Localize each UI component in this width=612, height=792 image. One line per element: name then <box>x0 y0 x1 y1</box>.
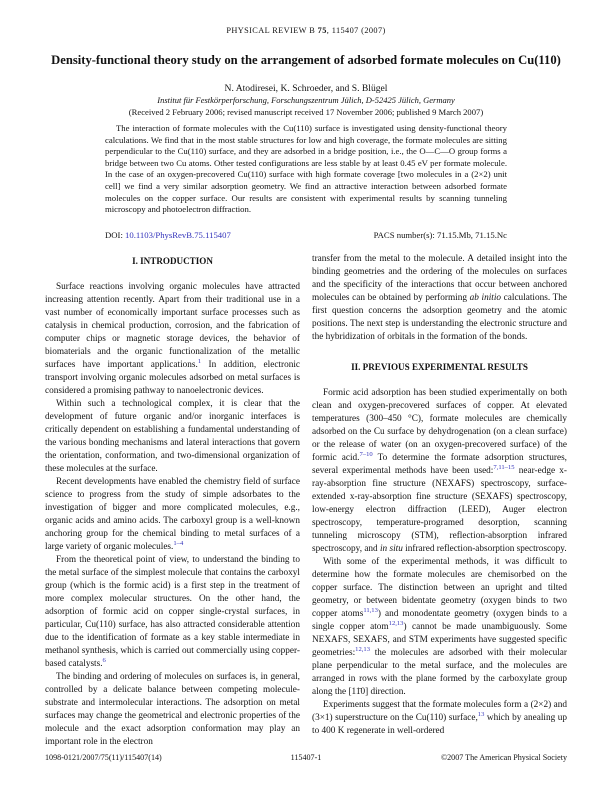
citation-reference-link[interactable]: 1 <box>197 357 202 365</box>
doi-entry <box>105 230 231 240</box>
citation-reference-link[interactable]: 7,11–15 <box>493 463 515 471</box>
section-heading: I. INTRODUCTION <box>132 256 213 266</box>
citation-reference-link[interactable]: 1–4 <box>173 539 184 547</box>
body-paragraph: The binding and ordering of molecules on surfaces is, in general, controlled by a delicate balance between competing molecule-substrate and intermolecular interactions. The adsorption on metal surfaces may change the geometrical and electronic properties of the molecule and the exact adsorption conformation may play an important role in the electron <box>45 672 300 747</box>
body-paragraph: Surface reactions involving organic molecules have attracted increasing attention recently. Apart from their traditional use in a vast number of economically important surface processes such as catalysis in chemical production, corrosion, and the fabrication of computer chips or magnetic storage devices, the behavior of biomaterials and the organic functionalization of the metallic surfaces have important applications.$^1$ In addition, electronic transport involving organic molecules adsorbed on metal surfaces is considered a promising pathway to nanoelectronic devices. <box>45 282 300 396</box>
page-number: 115407-1 <box>290 753 322 762</box>
citation-reference-link[interactable]: 12,13 <box>355 645 370 653</box>
issn-copyright-code: 1098-0121/2007/75(11)/115407(14) <box>45 753 162 762</box>
citation-reference-link[interactable]: 6 <box>102 656 106 664</box>
abstract-text: The interaction of formate molecules with the Cu(110) surface is investigated using density-functional theory calculations. We find that in the most stable structures for low and high coverage, the formate molecules are sitting perpendicular to the Cu(110) surface, and they are adsorbed in a bridge position, i.e., the O—C—O group forms a bridge between two Cu atoms. Other tested configurations are less stable by at least 0.45 eV per formate molecule. In the case of an oxygen-precovered Cu(110) surface with high formate coverage [two molecules in a (2×2) unit cell] we find a very similar adsorption geometry. We find an attractive interaction between adsorbed formate molecules on the copper surface. Our results are consistent with experimental results by scanning tunneling microscopy and photoelectron diffraction. <box>105 123 507 215</box>
citation-reference-link[interactable]: 12,13 <box>388 619 404 627</box>
body-paragraph: From the theoretical point of view, to understand the binding to the metal surface of the simplest molecule that contains the carboxyl group (which is the formic acid) is a first step in the treatment of more complex molecular structures. On the other hand, the adsorption of formic acid on copper single-crystal surfaces, in particular, Cu(110) surface, has also attracted considerable attention due to the identification of formate as a key stable intermediate in methanol synthesis, which is carried out commercially using copper-based catalysts.$^6$ <box>45 555 300 669</box>
body-paragraph: Recent developments have enabled the chemistry field of surface science to progress from the study of simple adsorbates to the investigation of bigger and more complicated molecules, e.g., organic acids and amino acids. The carboxyl group is a well-known anchoring group for the chemical binding to metal surfaces of a large variety of organic molecules.$^{1-4}$ <box>45 477 300 552</box>
italic-term: ab initio <box>469 293 502 303</box>
citation-reference-link[interactable]: 11,13 <box>363 606 378 614</box>
paper-title: Density-functional theory study on the arrangement of adsorbed formate molecules on Cu(110) <box>51 53 561 67</box>
journal-volume: 75 <box>317 26 327 35</box>
body-paragraph: With some of the experimental methods, it was difficult to determine how the formate molecules are chemisorbed on the copper surface. The distinction between an upright and tilted geometry, or between bidentate geometry (oxygen binds to two copper atoms$^{11,13}$) and monodentate geometry (oxygen binds to a single copper atom$^{12,13}$) cannot be made unambiguously. Some NEXAFS, SEXAFS, and STM experiments have suggested specific geometries:$^{12,13}$ the molecules are adsorbed with their molecular plane perpendicular to the metal surface, and the molecules are arranged in rows with the plane formed by the carboxylate group along the [11̄0] direction. <box>312 557 567 697</box>
text-column-left <box>45 253 300 749</box>
authors-line: N. Atodiresei, K. Schroeder, and S. Blügel <box>224 83 388 94</box>
affiliation-line: Institut für Festkörperforschung, Forschungszentrum Jülich, D-52425 Jülich, Germany <box>157 95 455 105</box>
journal-header <box>0 26 612 35</box>
journal-issue-info: , 115407 (2007) <box>326 26 386 35</box>
section-heading: II. PREVIOUS EXPERIMENTAL RESULTS <box>351 362 528 372</box>
body-two-column-area <box>45 253 567 749</box>
italic-term: in situ <box>379 544 403 554</box>
body-paragraph: Within such a technological complex, it is clear that the development of future organic and/or inorganic interfaces is critically dependent on establishing a fundamental understanding of the various bonding mechanisms and lateral interactions that govern the orientation, conformation, and two-dimensional organization of these molecules at the surface. <box>45 399 300 474</box>
byline-block <box>0 83 612 117</box>
body-paragraph: Experiments suggest that the formate molecules form a (2×2) and (3×1) superstructure on the Cu(110) surface,$^{13}$ which by anealing up to 400 K regenerate in well-ordered <box>312 700 568 736</box>
journal-name: PHYSICAL REVIEW B <box>226 26 318 35</box>
page-footer <box>45 753 567 762</box>
text-column-right <box>312 253 567 749</box>
received-dates-line: (Received 2 February 2006; revised manuscript received 17 November 2006; published 9 March 2007) <box>128 107 484 117</box>
citation-reference-link[interactable]: 13 <box>477 710 485 718</box>
body-paragraph: Formic acid adsorption has been studied experimentally on both clean and oxygen-precovered surfaces of copper. At elevated temperatures (300–450 °C), formate molecules are chemically adsorbed on the Cu surface by dehydrogenation (on a clean surface) or the release of water (on an oxygen-precovered surface) of the formic acid.$^{7-10}$ To determine the formate adsorption structures, several experimental methods have been used:$^{7,11-15}$ near-edge x-ray-absorption fine structure (NEXAFS) spectroscopy, surface-extended x-ray-absorption fine structure (SEXAFS) spectroscopy, low-energy electron diffraction (LEED), Auger electron spectroscopy, temperature-programed desorption, scanning tunneling microscopy (STM), reflection-absorption infrared spectroscopy, and in situ infrared reflection-absorption spectroscopy. <box>312 388 567 554</box>
doi-link[interactable]: 10.1103/PhysRevB.75.115407 <box>125 230 231 240</box>
doi-pacs-row <box>105 230 507 240</box>
pacs-numbers: PACS number(s): 71.15.Mb, 71.15.Nc <box>373 230 507 240</box>
body-paragraph: transfer from the metal to the molecule. A detailed insight into the binding geometries and the ordering of the molecules on surfaces and the specificity of the interactions that occur between anchored molecules can be obtained by performing ab initio calculations. The first question concerns the adsorption geometry and the atomic positions. The next step is understanding the electronic structure and the hybridization of orbitals in the formation of the bonds. <box>312 254 568 342</box>
citation-reference-link[interactable]: 7–10 <box>359 450 373 458</box>
doi-label: DOI: <box>105 230 126 240</box>
copyright-notice: ©2007 The American Physical Society <box>440 753 567 762</box>
